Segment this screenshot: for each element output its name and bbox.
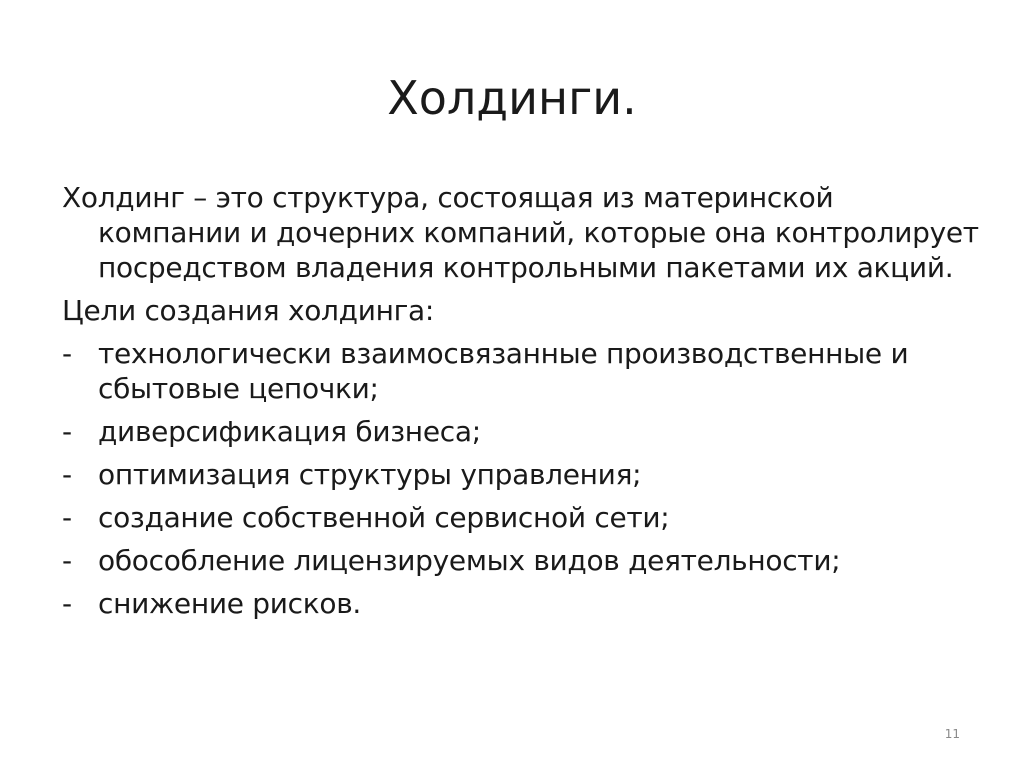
goal-text: обособление лицензируемых видов деятельности; <box>98 544 841 577</box>
goal-item <box>62 414 982 449</box>
goal-item <box>62 500 982 535</box>
definition-paragraph: Холдинг – это структура, состоящая из материнской компании и дочерних компаний, которые она контролирует посредством владения контрольными пакетами их акций. <box>62 181 979 284</box>
goals-list <box>62 336 982 621</box>
goal-text: создание собственной сервисной сети; <box>98 501 670 534</box>
bullet-dash: - <box>62 501 72 534</box>
slide-body <box>62 180 982 629</box>
goal-text: оптимизация структуры управления; <box>98 458 642 491</box>
bullet-dash: - <box>62 415 72 448</box>
goal-text: технологически взаимосвязанные производственные и сбытовые цепочки; <box>98 337 909 405</box>
page-number: 11 <box>944 727 960 741</box>
goal-item <box>62 586 982 621</box>
goal-item <box>62 543 982 578</box>
bullet-dash: - <box>62 458 72 491</box>
goal-text: снижение рисков. <box>98 587 361 620</box>
goal-item <box>62 336 982 406</box>
goal-text: диверсификация бизнеса; <box>98 415 481 448</box>
slide-title: Холдинги. <box>387 71 637 125</box>
goal-item <box>62 457 982 492</box>
bullet-dash: - <box>62 337 72 370</box>
bullet-dash: - <box>62 544 72 577</box>
bullet-dash: - <box>62 587 72 620</box>
goals-heading: Цели создания холдинга: <box>62 294 435 327</box>
